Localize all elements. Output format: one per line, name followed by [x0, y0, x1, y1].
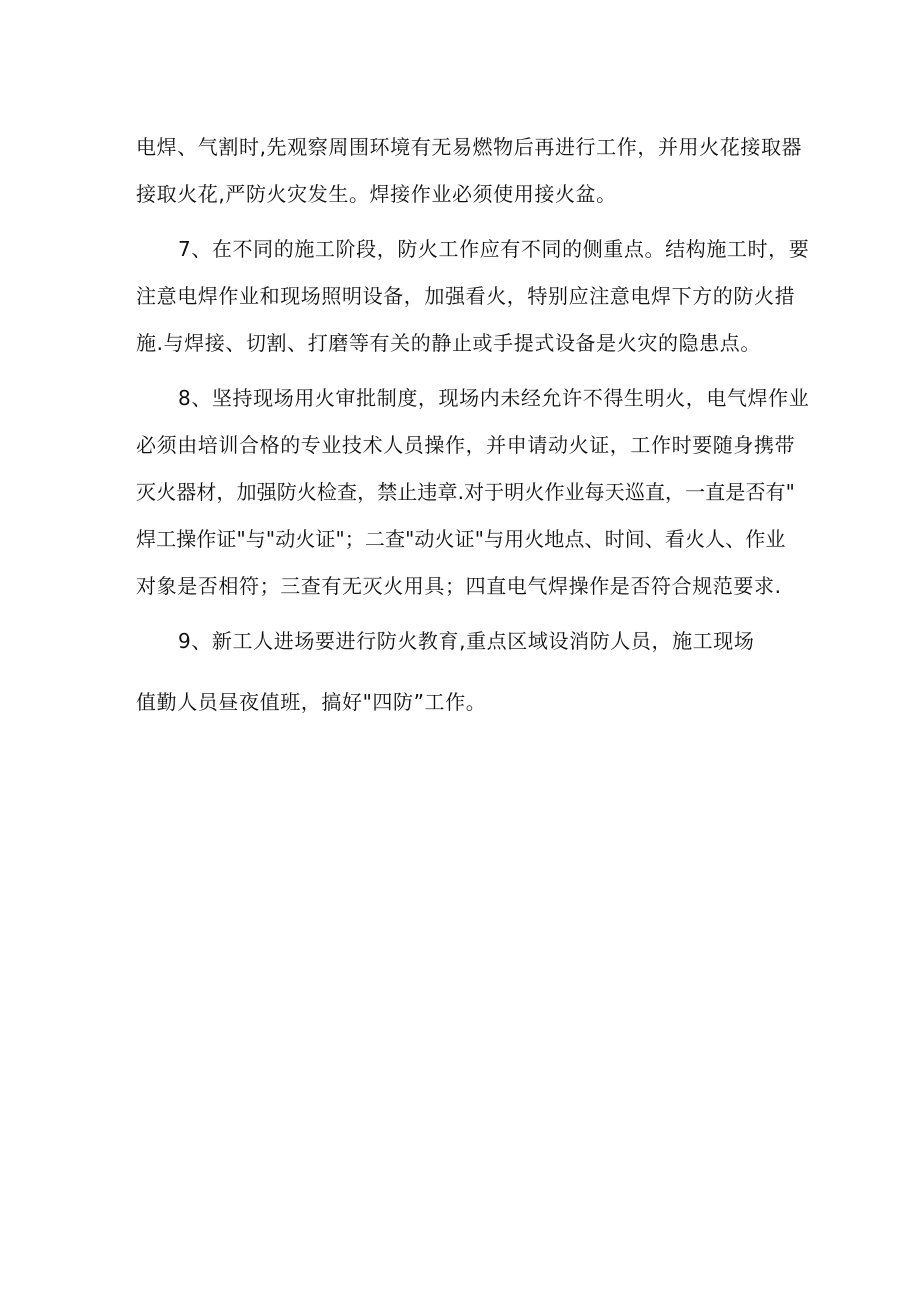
paragraph-8-line-1: 8、坚持现场用火审批制度，现场内未经允许不得生明火，电气焊作业 [178, 386, 810, 410]
paragraph-gap [136, 665, 796, 679]
paragraph-6-line-2: 电焊、气割时,先观察周围环境有无易燃物后再进行工作，并用火花接取器 [136, 135, 803, 159]
paragraph-7-line-1: 7、在不同的施工阶段，防火工作应有不同的侧重点。结构施工时，要 [178, 237, 810, 261]
paragraph-8-line-3: 灭火器材，加强防火检查，禁止违章.对于明火作业每天巡直，一直是否有" [136, 480, 795, 504]
paragraph-gap [136, 610, 796, 618]
paragraph-7-line-3: 施.与焊接、切割、打磨等有关的静止或手提式设备是火灾的隐患点。 [136, 331, 761, 355]
paragraph-gap [136, 218, 796, 226]
paragraph-8-line-4: 焊工操作证"与"动火证"；二查"动火证"与用火地点、时间、看火人、作业 [136, 527, 786, 551]
paragraph-9-line-1: 9、新工人进场要进行防火教育,重点区域设消防人员，施工现场 [178, 629, 755, 653]
paragraph-9-line-2: 值勤人员昼夜值班，搞好"四防”工作。 [136, 690, 487, 714]
document-body [136, 124, 810, 726]
paragraph-8-line-5: 对象是否相符；三查有无灭火用具；四直电气焊操作是否符合规范要求. [136, 574, 782, 598]
paragraph-7-line-2: 注意电焊作业和现场照明设备，加强看火，特别应注意电焊下方的防火措 [136, 284, 796, 308]
paragraph-8-line-2: 必须由培训合格的专业技术人员操作，并申请动火证，工作时要随身携带 [136, 433, 796, 457]
paragraph-gap [136, 367, 796, 375]
paragraph-6-line-3: 接取火花,严防火灾发生。焊接作业必须使用接火盆。 [136, 182, 617, 206]
